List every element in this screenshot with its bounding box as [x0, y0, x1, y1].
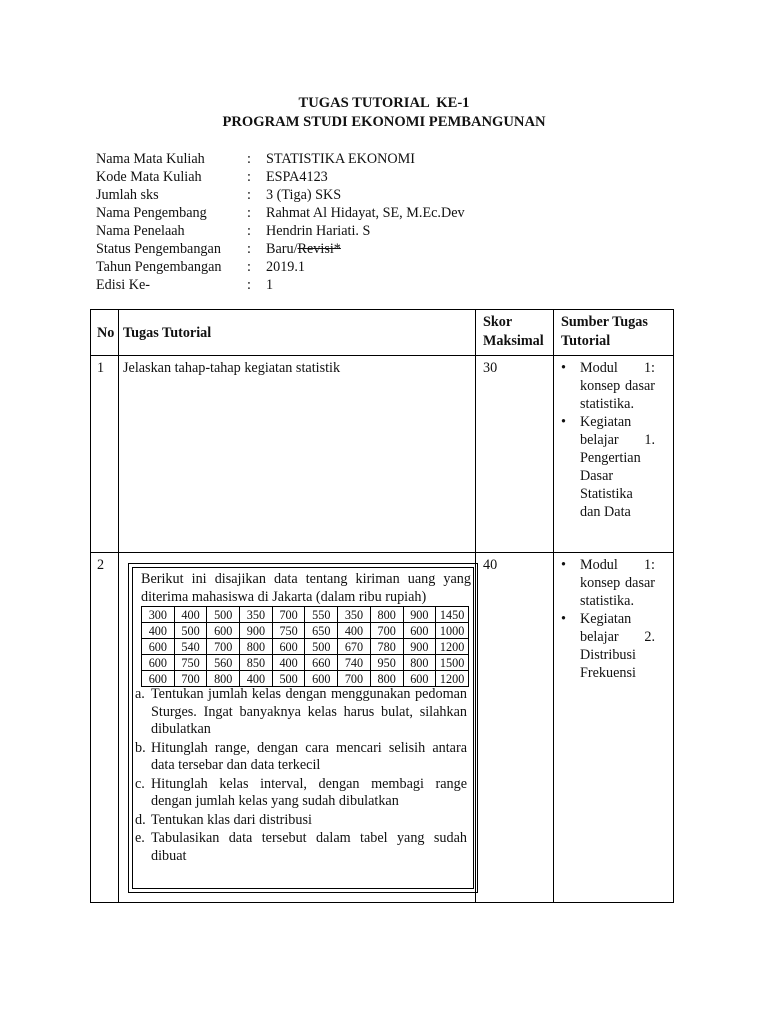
data-table-cell: 600 — [403, 623, 436, 639]
data-table-cell: 670 — [338, 639, 371, 655]
question-text: Tentukan jumlah kelas dengan menggunakan pedoman Sturges. Ingat banyaknya kelas harus bulat, silahkan dibulatkan — [151, 686, 467, 737]
data-table-cell: 800 — [370, 607, 403, 623]
data-table-cell: 800 — [403, 655, 436, 671]
remittance-data-table — [141, 606, 469, 687]
data-table-row — [142, 623, 469, 639]
data-table-cell: 750 — [272, 623, 305, 639]
header-no: No — [91, 310, 119, 356]
meta-separator: : — [247, 277, 251, 293]
data-table-cell: 400 — [174, 607, 207, 623]
data-table-row — [142, 639, 469, 655]
data-table-cell: 900 — [403, 639, 436, 655]
meta-label: Nama Pengembang — [96, 205, 207, 221]
list-item — [135, 776, 467, 811]
list-item — [558, 413, 669, 521]
data-table-cell: 1000 — [436, 623, 469, 639]
data-table-cell: 740 — [338, 655, 371, 671]
list-item — [135, 812, 467, 830]
data-table-cell: 780 — [370, 639, 403, 655]
data-table-cell: 1200 — [436, 639, 469, 655]
header-source — [554, 310, 674, 356]
task-2-inner-frame — [132, 567, 474, 889]
meta-separator: : — [247, 223, 251, 239]
data-table-cell: 500 — [174, 623, 207, 639]
source-item-text: • Modul 1: konsep dasar statistika. — [580, 557, 655, 609]
row-number: 2 — [91, 553, 119, 903]
status-new: Baru/ — [266, 241, 298, 257]
data-table-cell: 600 — [272, 639, 305, 655]
data-table-cell: 900 — [240, 623, 273, 639]
source-item-text: • Kegiatan belajar 2. Distribusi Frekuensi — [580, 611, 655, 681]
data-table-cell: 800 — [240, 639, 273, 655]
data-table-cell: 350 — [240, 607, 273, 623]
data-table-cell: 1500 — [436, 655, 469, 671]
data-table-cell: 540 — [174, 639, 207, 655]
data-table-cell: 500 — [272, 671, 305, 687]
data-table-cell: 700 — [370, 623, 403, 639]
max-score: 30 — [476, 356, 554, 553]
meta-label: Tahun Pengembangan — [96, 259, 222, 275]
header-source-line1: Sumber Tugas — [561, 314, 648, 330]
data-table-cell: 1450 — [436, 607, 469, 623]
data-table-cell: 850 — [240, 655, 273, 671]
source-cell — [554, 553, 674, 903]
list-item — [135, 686, 467, 739]
data-table-cell: 1200 — [436, 671, 469, 687]
title-line-2: PROGRAM STUDI EKONOMI PEMBANGUNAN — [222, 114, 546, 130]
list-item — [135, 740, 467, 775]
meta-value — [266, 240, 341, 258]
data-table-cell: 650 — [305, 623, 338, 639]
meta-separator: : — [247, 187, 251, 203]
data-table-cell: 700 — [272, 607, 305, 623]
data-table-cell: 400 — [142, 623, 175, 639]
data-table-cell: 800 — [207, 671, 240, 687]
data-table-cell: 600 — [305, 671, 338, 687]
data-table-cell: 600 — [142, 671, 175, 687]
data-table-cell: 300 — [142, 607, 175, 623]
meta-label: Nama Penelaah — [96, 223, 185, 239]
data-table-cell: 500 — [207, 607, 240, 623]
data-table-cell: 950 — [370, 655, 403, 671]
meta-separator: : — [247, 151, 251, 167]
data-table-cell: 600 — [403, 671, 436, 687]
row-number: 1 — [91, 356, 119, 553]
title-line-1: TUGAS TUTORIAL KE-1 — [298, 95, 470, 111]
meta-label: Kode Mata Kuliah — [96, 169, 202, 185]
table-header-row — [91, 310, 674, 356]
data-table-body — [142, 607, 469, 687]
status-revision-struck: Revisi* — [297, 241, 341, 257]
task-2-intro: Berikut ini disajikan data tentang kiriman uang yang diterima mahasiswa di Jakarta (dalam ribu rupiah) — [141, 571, 471, 605]
data-table-cell: 600 — [207, 623, 240, 639]
data-table-cell: 660 — [305, 655, 338, 671]
header-score-line1: Skor — [483, 314, 513, 330]
question-letter: a. — [135, 686, 145, 702]
meta-label: Status Pengembangan — [96, 241, 221, 257]
question-letter: e. — [135, 830, 145, 846]
source-item-text: • Modul 1: konsep dasar statistika. — [580, 360, 655, 412]
data-table-cell: 700 — [338, 671, 371, 687]
list-item — [135, 830, 467, 865]
data-table-cell: 700 — [174, 671, 207, 687]
data-table-cell: 400 — [240, 671, 273, 687]
list-item — [558, 359, 669, 413]
data-table-row — [142, 671, 469, 687]
meta-value: ESPA4123 — [266, 169, 328, 185]
meta-value: Hendrin Hariati. S — [266, 223, 371, 239]
data-table-cell: 800 — [370, 671, 403, 687]
meta-label: Nama Mata Kuliah — [96, 151, 205, 167]
source-cell — [554, 356, 674, 553]
data-table-cell: 400 — [272, 655, 305, 671]
task-2-questions — [135, 686, 467, 866]
source-list — [558, 359, 669, 521]
meta-separator: : — [247, 169, 251, 185]
source-list — [558, 556, 669, 682]
table-row — [91, 356, 674, 553]
question-text: Hitunglah range, dengan cara mencari selisih antara data tersebar dan data terkecil — [151, 739, 467, 773]
meta-label: Edisi Ke- — [96, 277, 150, 293]
question-text: Tabulasikan data tersebut dalam tabel yang sudah dibuat — [151, 830, 467, 864]
task-text: Jelaskan tahap-tahap kegiatan statistik — [119, 356, 476, 553]
meta-value: 2019.1 — [266, 259, 306, 275]
data-table-cell: 700 — [207, 639, 240, 655]
header-score-line2: Maksimal — [483, 333, 544, 349]
meta-value: Rahmat Al Hidayat, SE, M.Ec.Dev — [266, 205, 465, 221]
meta-value: STATISTIKA EKONOMI — [266, 151, 416, 167]
task-2-box — [128, 563, 478, 893]
data-table-cell: 900 — [403, 607, 436, 623]
data-table-cell: 400 — [338, 623, 371, 639]
data-table-row — [142, 607, 469, 623]
data-table-cell: 600 — [142, 639, 175, 655]
header-source-line2: Tutorial — [561, 333, 611, 349]
question-letter: b. — [135, 739, 146, 756]
data-table-cell: 750 — [174, 655, 207, 671]
data-table-cell: 350 — [338, 607, 371, 623]
meta-value: 1 — [266, 277, 274, 293]
data-table-row — [142, 655, 469, 671]
meta-separator: : — [247, 259, 251, 275]
source-item-text: • Kegiatan belajar 1. Pengertian Dasar Statistika dan Data — [580, 414, 655, 520]
question-text: Tentukan klas dari distribusi — [151, 811, 312, 828]
document-title — [0, 94, 768, 132]
question-letter: c. — [135, 775, 145, 792]
list-item — [558, 556, 669, 610]
question-letter: d. — [135, 811, 146, 828]
meta-value: 3 (Tiga) SKS — [266, 187, 342, 203]
header-task: Tugas Tutorial — [119, 310, 476, 356]
max-score: 40 — [476, 553, 554, 903]
header-max-score — [476, 310, 554, 356]
data-table-cell: 600 — [142, 655, 175, 671]
data-table-cell: 500 — [305, 639, 338, 655]
data-table-cell: 550 — [305, 607, 338, 623]
question-text: Hitunglah kelas interval, dengan membagi range dengan jumlah kelas yang sudah dibulatkan — [151, 775, 467, 809]
meta-separator: : — [247, 205, 251, 221]
list-item — [558, 610, 669, 682]
meta-label: Jumlah sks — [96, 187, 159, 203]
data-table-cell: 560 — [207, 655, 240, 671]
meta-separator: : — [247, 241, 251, 257]
